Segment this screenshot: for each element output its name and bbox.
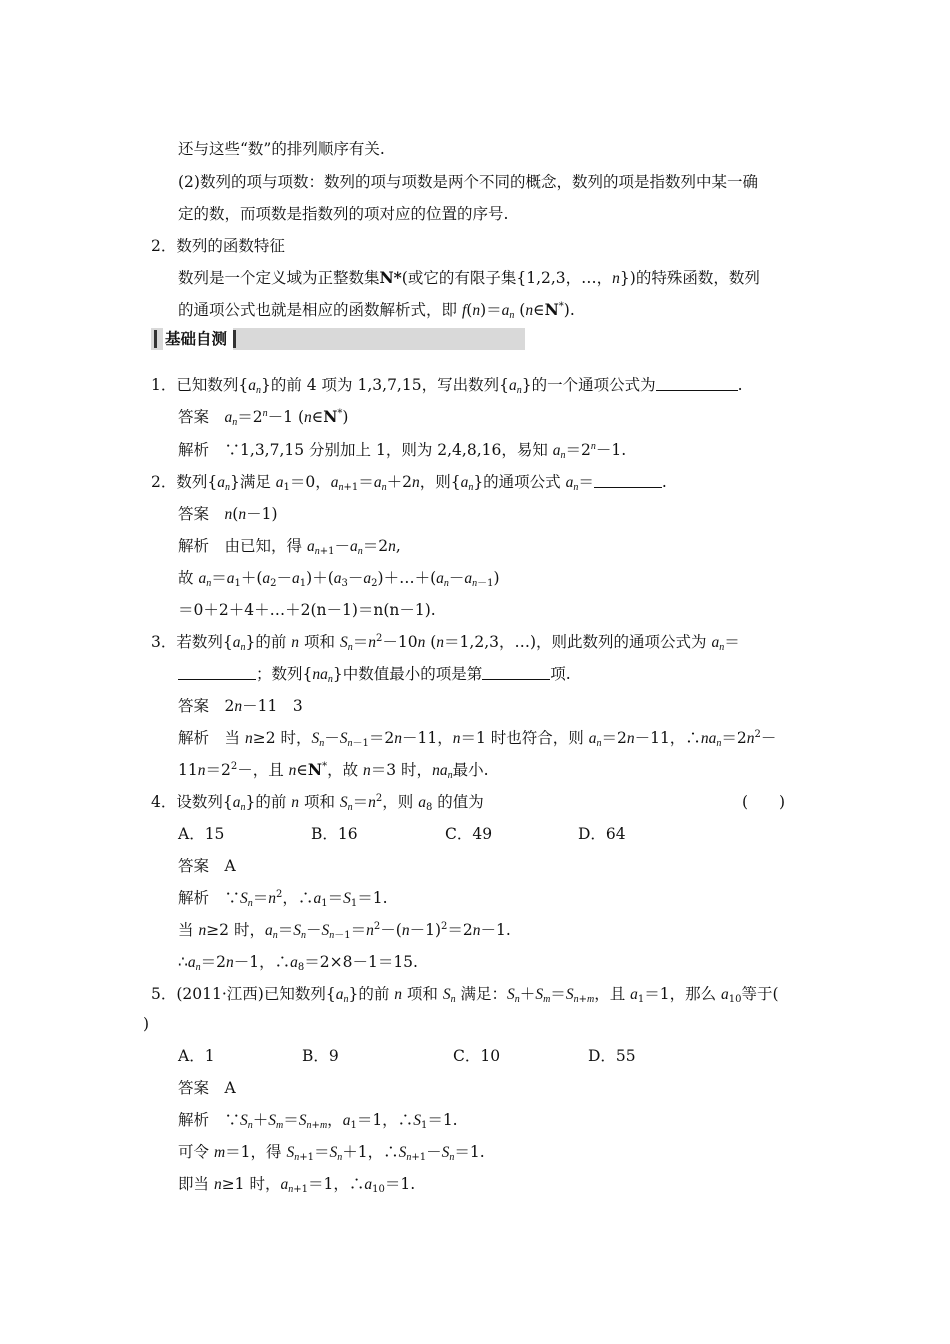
intro-line-2: (2)数列的项与项数：数列的项与项数是两个不同的概念，数列的项是指数列中某一确 — [178, 173, 758, 191]
q1-blank — [656, 376, 738, 391]
intro-heading-2: 2．数列的函数特征 — [151, 237, 285, 255]
q2-stem: 2．数列$\{a_n\}$满足 $a_1=0$，$a_{n+1}=a_n+2n$，则$\{a_n\}$的通项公式 $a_n=$ . — [151, 473, 667, 493]
section-header — [143, 328, 525, 350]
q4-paren: ( ) — [742, 793, 786, 811]
q2-sum-line: 故 $a_n=a_1+(a_2-a_1)+(a_3-a_2)+\dots+(a_n-a_{n-1})$ — [178, 569, 500, 589]
q4-option-c: C．49 — [445, 825, 493, 843]
q3-analysis-line-2: $11n=2^2-$，且 n∈N*，故 n＝3 时，$na_n$最小. — [178, 760, 489, 781]
q4-analysis: 解析 $\because S_n=n^2$，$\therefore a_1=S_1=1$. — [178, 889, 388, 909]
q5-stem-line-2: ) — [143, 1015, 150, 1033]
q3-stem-line-2: ；数列$\{na_n\}$中数值最小的项是第 项. — [178, 664, 571, 685]
q4-option-a: A．15 — [178, 825, 225, 843]
q1-stem: 1．已知数列$\{a_n\}$的前 4 项为 1,3,7,15，写出数列$\{a_n\}$的一个通项公式为 . — [151, 376, 743, 396]
q3-answer: 答案 2n－11 3 — [178, 697, 303, 715]
q4-option-d: D．64 — [578, 825, 626, 843]
intro-line-1: 还与这些“数”的排列顺序有关. — [178, 140, 385, 158]
q5-option-c: C．10 — [453, 1047, 501, 1065]
q5-stem: 5．(2011·江西)已知数列$\{a_n\}$的前 n 项和 $S_n$ 满足：$S_n+S_m=S_{n+m}$，且 $a_1=1$，那么 $a_{10}$等于( — [151, 985, 779, 1005]
q4-answer: 答案 A — [178, 857, 236, 875]
q2-analysis: 解析 由已知，得 $a_{n+1}-a_n=2n$, — [178, 537, 401, 557]
q3-blank-2 — [482, 665, 550, 680]
q4-option-b: B．16 — [311, 825, 358, 843]
q5-option-b: B．9 — [302, 1047, 339, 1065]
q5-option-d: D．55 — [588, 1047, 636, 1065]
intro-line-3: 定的数，而项数是指数列的项对应的位置的序号. — [178, 205, 509, 223]
q4-analysis-line-3: $\therefore a_n=2n-1$，$\therefore a_8=2\times 8-1=15$. — [178, 953, 418, 973]
q5-answer: 答案 A — [178, 1079, 236, 1097]
section-bar-left — [154, 330, 157, 348]
q5-analysis-line-3: 即当 n≥1 时，$a_{n+1}=1$，$\therefore a_{10}=1$. — [178, 1175, 416, 1195]
q5-analysis: 解析 $\because S_n+S_m=S_{n+m}$，$a_1=1$，$\therefore S_1=1$. — [178, 1111, 458, 1131]
q5-analysis-line-2: 可令 m＝1，得 $S_{n+1}=S_n+1$，$\therefore S_{n+1}-S_n=1$. — [178, 1143, 485, 1163]
q1-analysis: 解析 ∵1,3,7,15 分别加上 1，则为 2,4,8,16，易知 $a_n=2^n-1$. — [178, 441, 627, 461]
q2-answer: 答案 n(n－1) — [178, 505, 278, 523]
intro-line-6: 的通项公式也就是相应的函数解析式，即 $f(n)=a_n$ (n∈N*). — [178, 300, 575, 321]
q3-stem: 3．若数列$\{a_n\}$的前 n 项和 $S_n=n^2-10n$ (n＝1,2,3，…)，则此数列的通项公式为 $a_n=$ — [151, 633, 740, 653]
intro-line-5: 数列是一个定义域为正整数集N*(或它的有限子集{1,2,3，…，n})的特殊函数，数列 — [178, 268, 760, 287]
q4-stem: 4．设数列$\{a_n\}$的前 n 项和 $S_n=n^2$，则 $a_8$ 的值为 — [151, 793, 484, 813]
q3-analysis: 解析 当 n≥2 时，$S_n-S_{n-1}=2n-11$，n＝1 时也符合，则 $a_n=2n-11$，$\therefore na_n=2n^2-$ — [178, 729, 777, 749]
q1-answer: 答案 $a_n=2^n-1$ (n∈N*) — [178, 407, 349, 428]
section-title: 基础自测 — [163, 328, 233, 350]
q3-blank-1 — [178, 665, 256, 680]
q4-analysis-line-2: 当 n≥2 时，$a_n=S_n-S_{n-1}=n^2-(n-1)^2=2n-1$. — [178, 921, 511, 941]
q2-blank — [594, 473, 662, 488]
section-bar-right — [233, 330, 236, 348]
q2-result-line: ＝0＋2＋4＋…＋2(n－1)＝n(n－1). — [178, 601, 436, 619]
q5-option-a: A．1 — [178, 1047, 215, 1065]
